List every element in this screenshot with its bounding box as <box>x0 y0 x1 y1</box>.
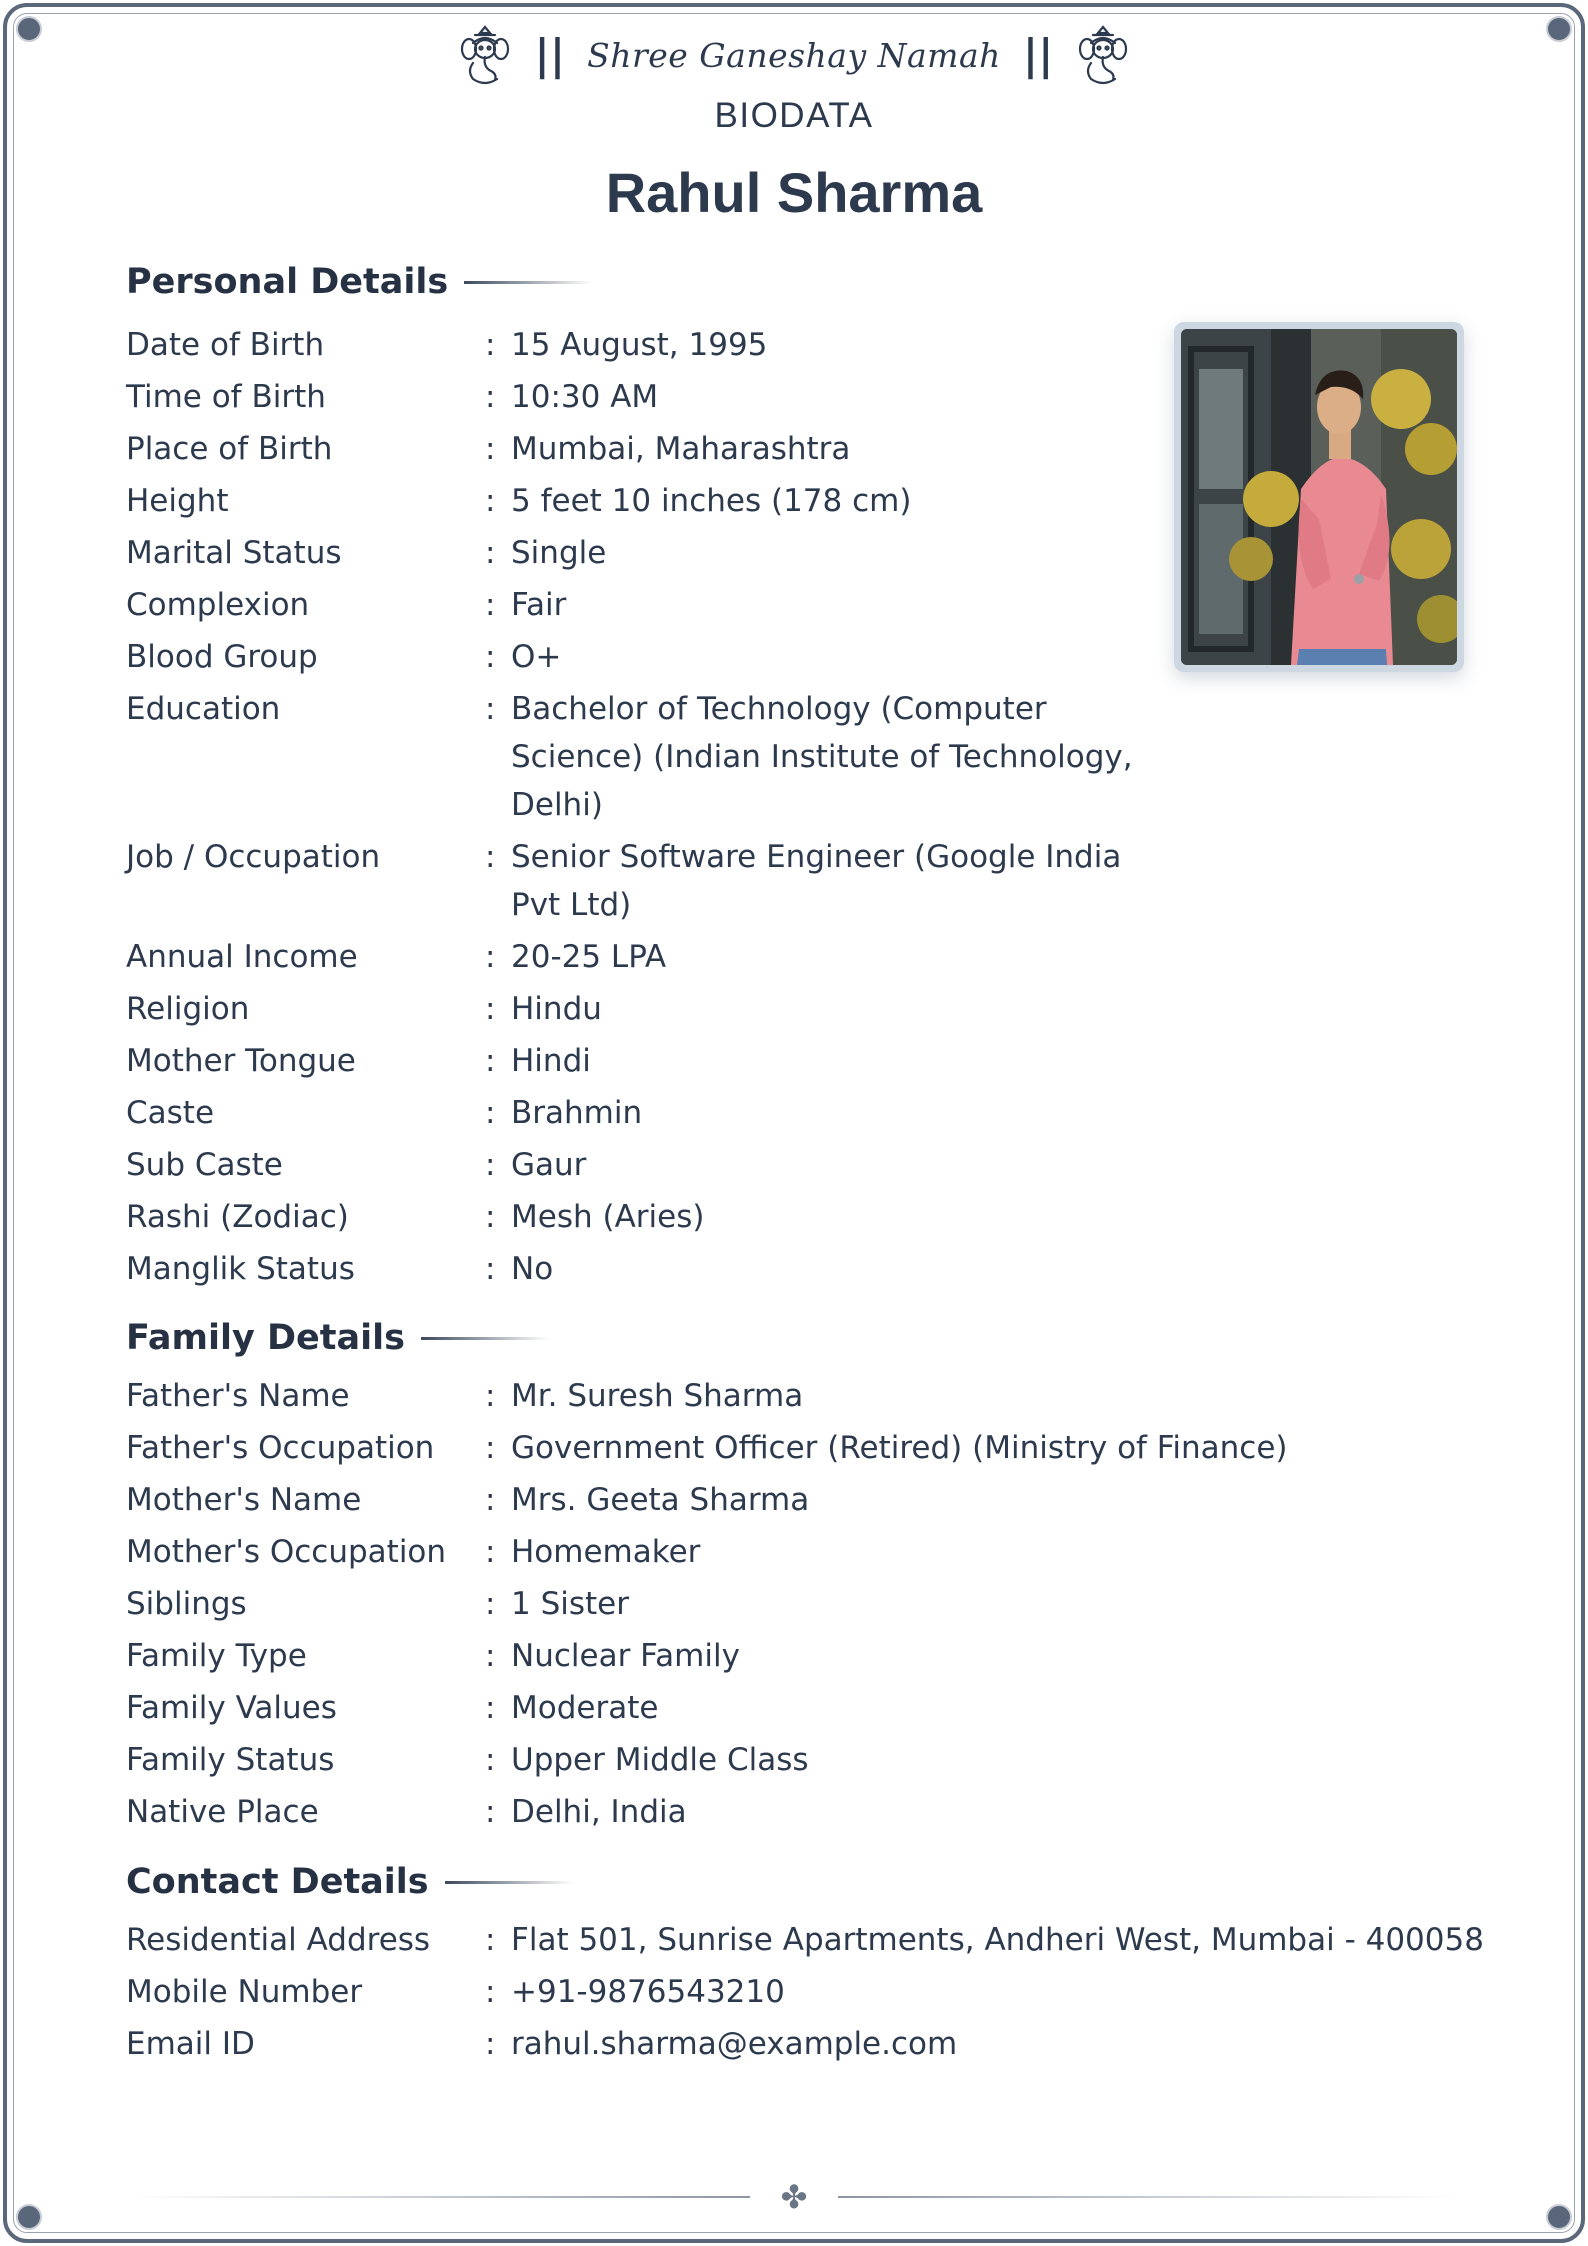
person-name: Rahul Sharma <box>605 161 983 224</box>
row-separator: : <box>485 1742 496 1778</box>
row-label: Father's Occupation <box>126 1430 435 1466</box>
row-value: Moderate <box>511 1690 659 1726</box>
row-separator: : <box>485 1974 496 2010</box>
row-separator: : <box>485 991 496 1027</box>
row-label: Religion <box>126 991 250 1027</box>
row-value: Mumbai, Maharashtra <box>511 431 851 467</box>
row-separator: : <box>485 535 496 571</box>
row-label: Family Status <box>126 1742 335 1778</box>
row-label: Mother's Occupation <box>126 1534 447 1570</box>
row-label: Complexion <box>126 587 310 623</box>
row-label: Sub Caste <box>126 1147 283 1183</box>
section-title-family <box>126 1318 549 1358</box>
row-separator: : <box>485 379 496 415</box>
row-separator: : <box>485 2026 496 2062</box>
row-label: Father's Name <box>126 1378 350 1414</box>
ganesha-icon <box>457 23 513 87</box>
title-divider <box>445 1881 573 1884</box>
row-value: Upper Middle Class <box>511 1742 809 1778</box>
row-value: 15 August, 1995 <box>511 327 768 363</box>
row-value: Fair <box>511 587 567 623</box>
row-label: Mother Tongue <box>126 1043 356 1079</box>
row-value: No <box>511 1251 554 1287</box>
row-separator: : <box>485 1147 496 1183</box>
row-value: 5 feet 10 inches (178 cm) <box>511 483 912 519</box>
section-title-text: Contact Details <box>126 1862 429 1902</box>
row-separator: : <box>485 1690 496 1726</box>
row-separator: : <box>485 1430 496 1466</box>
row-value: Mr. Suresh Sharma <box>511 1378 804 1414</box>
row-separator: : <box>485 1922 496 1958</box>
row-separator: : <box>485 691 496 727</box>
row-value: 20-25 LPA <box>511 939 667 975</box>
row-separator: : <box>485 1534 496 1570</box>
row-separator: : <box>485 1199 496 1235</box>
row-label: Blood Group <box>126 639 318 675</box>
row-label: Family Type <box>126 1638 307 1674</box>
row-separator: : <box>485 1095 496 1131</box>
row-value: Hindu <box>511 991 602 1027</box>
row-separator: : <box>485 839 496 875</box>
row-label: Family Values <box>126 1690 337 1726</box>
section-title-text: Personal Details <box>126 262 449 302</box>
row-value: Gaur <box>511 1147 587 1183</box>
row-separator: : <box>485 639 496 675</box>
row-separator: : <box>485 1482 496 1518</box>
row-value: Brahmin <box>511 1095 643 1131</box>
row-value: Nuclear Family <box>511 1638 740 1674</box>
row-label: Education <box>126 691 281 727</box>
row-label: Siblings <box>126 1586 247 1622</box>
row-value: Mesh (Aries) <box>511 1199 705 1235</box>
row-value: Hindi <box>511 1043 591 1079</box>
profile-photo-frame <box>1174 322 1464 672</box>
row-value: Mrs. Geeta Sharma <box>511 1482 810 1518</box>
corner-dot-icon <box>1546 2204 1572 2230</box>
row-value: Homemaker <box>511 1534 701 1570</box>
invocation-text: Shree Ganeshay Namah <box>587 35 1001 75</box>
title-divider <box>464 281 592 284</box>
row-separator: : <box>485 1251 496 1287</box>
row-value: Government Officer (Retired) (Ministry of Finance) <box>511 1430 1288 1466</box>
row-label: Email ID <box>126 2026 255 2062</box>
four-petal-ornament-icon: ✤ <box>780 2178 808 2216</box>
invocation-bars-right: || <box>1022 30 1054 79</box>
row-separator: : <box>485 327 496 363</box>
footer-divider-right <box>838 2196 1458 2198</box>
footer-divider-left <box>130 2196 750 2198</box>
row-value: Bachelor of Technology (Computer Science) (Indian Institute of Technology, Delhi) <box>511 691 1133 823</box>
row-value: 10:30 AM <box>511 379 659 415</box>
row-label: Height <box>126 483 229 519</box>
row-label: Date of Birth <box>126 327 325 363</box>
section-title-contact <box>126 1862 573 1902</box>
row-separator: : <box>485 1586 496 1622</box>
ganesha-icon <box>1075 23 1131 87</box>
row-label: Place of Birth <box>126 431 333 467</box>
row-separator: : <box>485 1794 496 1830</box>
row-separator: : <box>485 1043 496 1079</box>
row-separator: : <box>485 431 496 467</box>
row-separator: : <box>485 939 496 975</box>
invocation-bars-left: || <box>534 30 566 79</box>
row-label: Time of Birth <box>126 379 326 415</box>
row-separator: : <box>485 1378 496 1414</box>
row-value: +91-9876543210 <box>511 1974 785 2010</box>
row-label: Job / Occupation <box>126 839 381 875</box>
profile-photo <box>1181 329 1457 665</box>
row-label: Caste <box>126 1095 215 1131</box>
row-label: Native Place <box>126 1794 319 1830</box>
document-label: BIODATA <box>714 96 874 135</box>
row-value: Flat 501, Sunrise Apartments, Andheri West, Mumbai - 400058 <box>511 1922 1484 1958</box>
row-label: Residential Address <box>126 1922 431 1958</box>
row-label: Manglik Status <box>126 1251 355 1287</box>
row-label: Rashi (Zodiac) <box>126 1199 349 1235</box>
row-value: O+ <box>511 639 562 675</box>
row-label: Mobile Number <box>126 1974 363 2010</box>
section-title-personal <box>126 262 592 302</box>
row-separator: : <box>485 1638 496 1674</box>
row-value: rahul.sharma@example.com <box>511 2026 958 2062</box>
row-value: Single <box>511 535 607 571</box>
section-title-text: Family Details <box>126 1318 405 1358</box>
row-separator: : <box>485 483 496 519</box>
row-label: Annual Income <box>126 939 358 975</box>
row-separator: : <box>485 587 496 623</box>
row-value: 1 Sister <box>511 1586 629 1622</box>
corner-dot-icon <box>16 2204 42 2230</box>
invocation-header <box>0 20 1588 90</box>
title-divider <box>421 1337 549 1340</box>
row-value: Delhi, India <box>511 1794 687 1830</box>
row-label: Marital Status <box>126 535 342 571</box>
row-label: Mother's Name <box>126 1482 362 1518</box>
row-value: Senior Software Engineer (Google India Pvt Ltd) <box>511 839 1122 923</box>
